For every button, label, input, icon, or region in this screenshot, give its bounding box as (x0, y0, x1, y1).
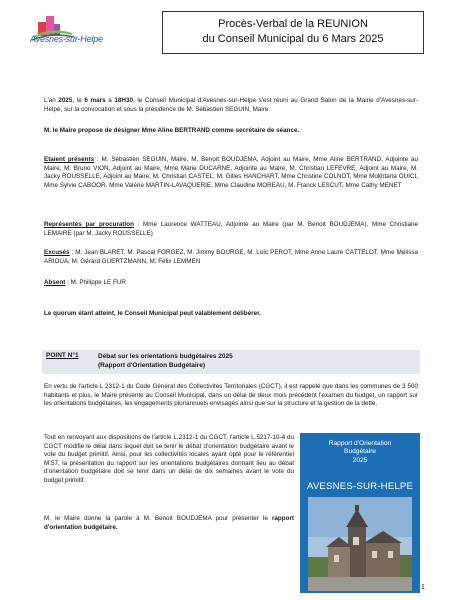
intro-date: 6 mars (84, 97, 106, 104)
point1-paragraph-2: Tout en renvoyant aux dispositions de l'article L.2312-1 du CGCT, l'article L.5217-10-4 du CGCT modifie le délai dans lequel doit se tenir le débat d'orientation budgétaire avant le vote du budget primitif. Ainsi, pour les collectivités locales ayant opté pour le référentiel M.57, la présentation du rapport sur les orientations budgétaires donnant lieu au débat d'orientation budgétaire doit se tenir dans un délai de dix semaines avant le vote du budget primitif. (44, 434, 294, 484)
excused-paragraph (44, 249, 418, 266)
present-label: Etaient présents (44, 156, 95, 163)
present-text: : M. Sébastien SEGUIN, Maire, M. Benoit BOUDJEMA, Adjoint au Maire, Mme Aline BERTRAND, Adjointe au Maire, M. Bruno VION, Adjoint au Maire, Mme Marie DUCARNE, Adjointe au Maire, M. Christian LEFEVRE, Adjoint au Maire, M. Jacky ROUSSELLE, Adjoint au Maire, M. Christian CASTEL, M. Gilles HANCHART, Mme Christine COLNOT, Mme Mokhtaria OUICI, Mme Sylvie CABOOR, Mme Valérie MARTIN-LAVAQUERIE, Mme Claudine MOREAU, M. Franck LESCUT, Mme Cathy MENET (44, 156, 418, 189)
document-header (162, 11, 424, 54)
point1-paragraph-3 (44, 515, 294, 532)
town-hall-photo-icon (308, 497, 412, 591)
absent-label: Absent (44, 279, 66, 286)
proxy-paragraph (44, 221, 418, 238)
point-heading (42, 350, 420, 374)
absent-paragraph (44, 279, 418, 288)
cover-city: AVESNES-SUR-HELPE (306, 481, 414, 492)
point-title-line2: (Rapport d'Orientation Budgétaire) (98, 362, 205, 369)
report-cover-image (300, 433, 420, 593)
cover-line1: Rapport d'Orientation (328, 440, 392, 447)
intro-year: 2025 (58, 97, 73, 104)
cover-line3: 2025 (352, 457, 368, 464)
point1-text: . (115, 523, 118, 531)
secretary-paragraph: M. le Maire propose de désigner Mme Aline BERTRAND comme secrétaire de séance. (44, 127, 300, 134)
quorum-paragraph: Le quorum étant atteint, le Conseil Municipal peut valablement délibérer. (44, 310, 261, 317)
intro-text: à (105, 97, 115, 104)
point1-report-name: rapport d'orientation budgétaire (44, 515, 294, 531)
intro-text: L'an (44, 97, 59, 104)
absent-text: : M. Philippe LE FUR (65, 279, 126, 286)
proxy-label: Représentés par procuration (44, 221, 134, 228)
intro-text: , le Conseil Municipal d'Avesnes-sur-Helpe s'est réuni au Grand Salon de la Mairie d'Avesnes-sur-Helpe, sur la convocation et sous la présidence de M. Sébastien SEGUIN, Maire. (44, 97, 418, 113)
intro-paragraph (44, 97, 418, 114)
logo-text: Avesnes-sur-Helpe (30, 34, 103, 44)
point1-paragraph-1: En vertu de l'article L 2312-1 du Code Général des Collectivités Territoriales (CGCT), il est rappelé que dans les communes de 3 500 habitants et plus, le Maire présente au Conseil Municipal, dans un délai de deux mois précédent l'examen du budget, un rapport sur les orientations budgétaires, les engagements pluriannuels envisagés ainsi que sur la structure et la gestion de la dette. (44, 383, 418, 407)
proxy-text: : Mme Laurence WATTEAU, Adjointe au Maire (par M. Benoit BOUDJEMA), Mme Christiane LEMAIRE (par M. Jacky ROUSSELLE) (44, 221, 418, 237)
intro-text: , le (72, 97, 85, 104)
point-number: POINT N°1 (46, 352, 79, 359)
header-title-line1: Procès-Verbal de la REUNION (218, 18, 368, 30)
point1-text: M. le Maire donne la parole à M. Benoit BOUDJEMA pour présenter le (44, 515, 272, 522)
intro-time: 18H30 (114, 97, 133, 104)
excused-label: Excusés (44, 249, 70, 256)
excused-text: : M. Jean BLARET, M. Pascal FORGEZ, M. Jimmy BOURGE, M. Loïc PEROT, Mme Anne Laure CATTELOT, Mme Mélissa ARIOUA, M. Gérard GUERTZMANN, M. Félix LEMMEN (44, 249, 418, 265)
point-title (98, 352, 233, 370)
point-title-line1: Débat sur les orientations budgétaires 2025 (98, 353, 233, 360)
header-title-line2: du Conseil Municipal du 6 Mars 2025 (202, 33, 384, 45)
page-number: 1 (421, 584, 425, 591)
present-paragraph (44, 156, 418, 190)
cover-line2: Budgétaire (344, 448, 376, 455)
